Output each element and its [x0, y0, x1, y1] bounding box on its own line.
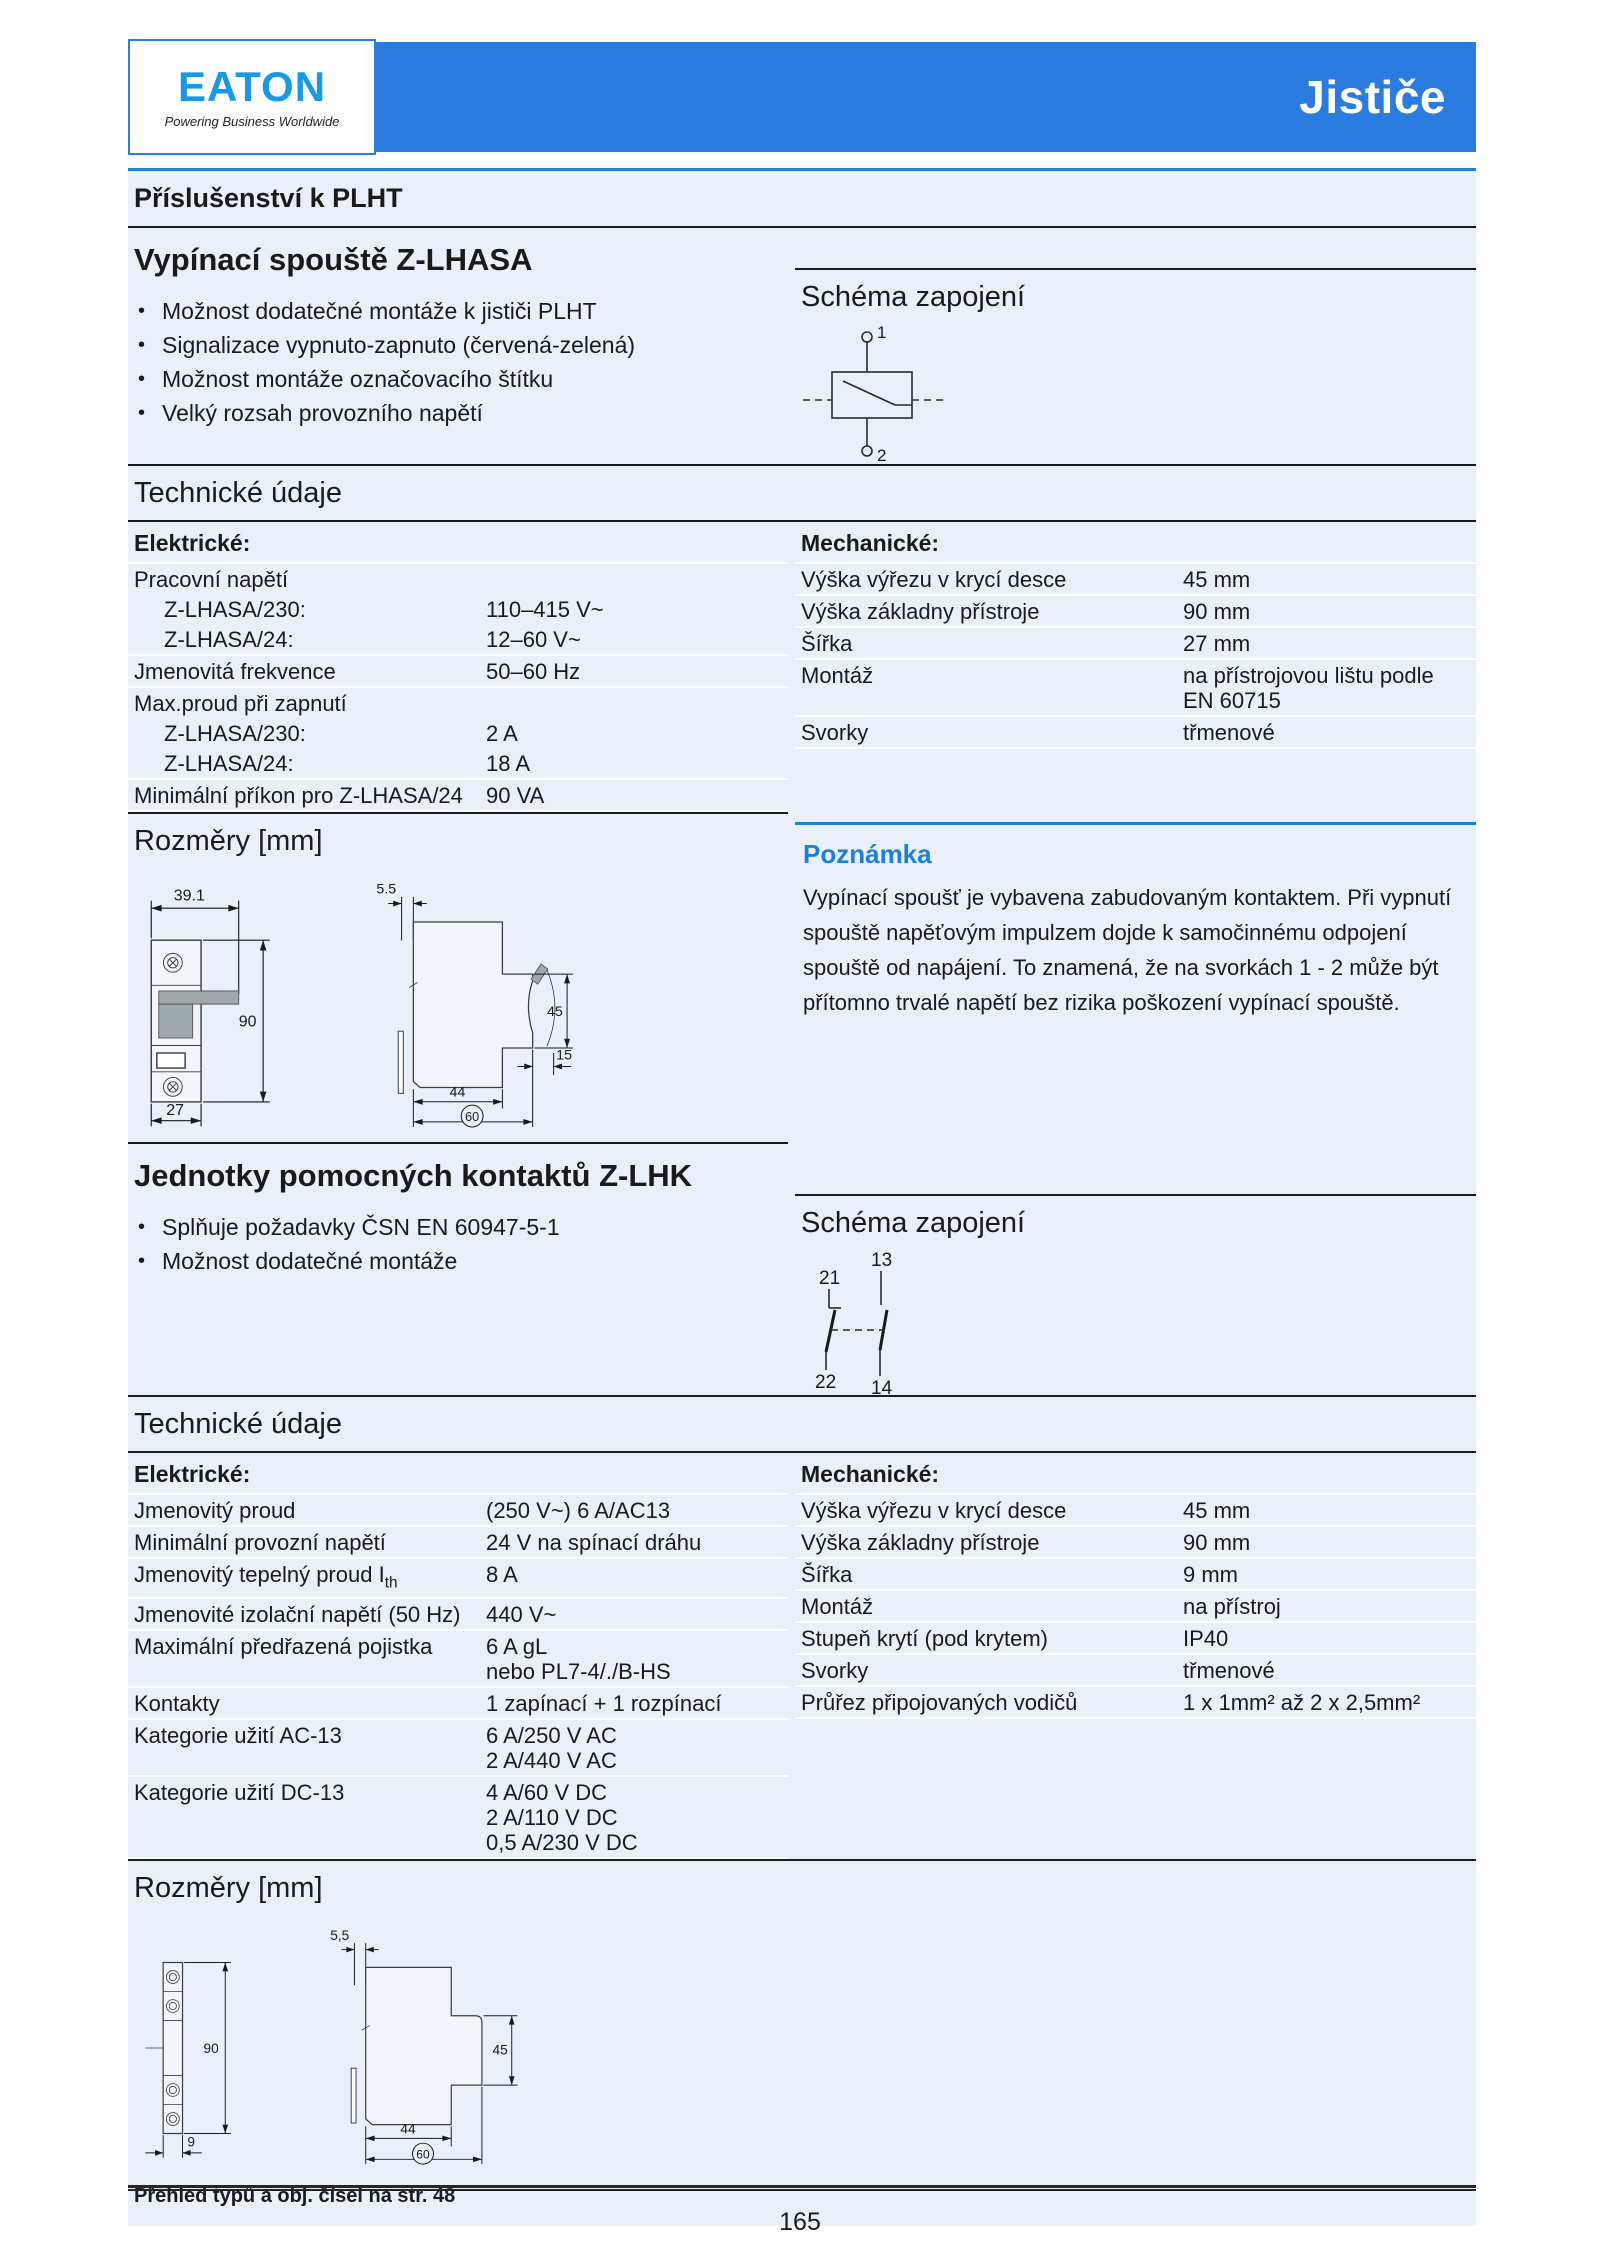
terminal-label: 1 — [877, 324, 887, 342]
dim-label: 5,5 — [330, 1928, 350, 1944]
spec-label: Kategorie užití DC-13 — [134, 1780, 345, 1806]
section2-specs-band — [128, 1453, 1476, 1859]
tech-heading-1: Technické údaje — [134, 477, 342, 509]
electrical-specs-table — [128, 524, 788, 812]
spec-label: Stupeň krytí (pod krytem) — [801, 1626, 1048, 1651]
terminal-label: 14 — [871, 1378, 893, 1395]
spec-value: na přístroj — [1183, 1594, 1281, 1619]
spec-label: Výška výřezu v krycí desce — [801, 1498, 1067, 1523]
spec-value: 24 V na spínací dráhu — [486, 1530, 702, 1555]
spec-value: 1 zapínací + 1 rozpínací — [486, 1691, 722, 1717]
spec-value: 18 A — [486, 751, 531, 776]
spec-label: Z-LHASA/24: — [164, 751, 294, 776]
spec-row — [128, 624, 788, 656]
section1-dimensions — [128, 812, 788, 1132]
spec-label: Z-LHASA/230: — [164, 597, 306, 622]
dim-label: 90 — [203, 2041, 219, 2057]
spec-label: Průřez připojovaných vodičů — [801, 1690, 1078, 1715]
spec-value: 27 mm — [1183, 631, 1251, 656]
divider — [128, 1395, 1476, 1397]
spec-row — [128, 564, 788, 594]
table-heading: Mechanické: — [795, 524, 1476, 564]
feature-bullet: • Velký rozsah provozního napětí — [138, 396, 788, 430]
chapter-banner — [374, 42, 1476, 152]
dims-heading-2: Rozměry [mm] — [134, 1872, 323, 1905]
feature-bullet: • Možnost dodatečné montáže — [138, 1244, 788, 1278]
divider — [128, 464, 1476, 466]
spec-value: 90 VA — [486, 783, 545, 808]
spec-value: 2 A — [486, 721, 518, 746]
dim-label: 9 — [187, 2134, 195, 2150]
note-title: Poznámka — [803, 839, 932, 869]
wiring-diagram-z-lhk — [795, 1250, 1055, 1395]
spec-row — [795, 1495, 1476, 1527]
dim-label: 27 — [166, 1102, 185, 1120]
dim-label: 90 — [238, 1013, 257, 1031]
table-body — [795, 564, 1476, 749]
section1-features — [128, 294, 788, 430]
spec-value: 6 A/250 V AC 2 A/440 V AC — [486, 1723, 617, 1774]
dim-label: 60 — [465, 1110, 480, 1125]
spec-row — [795, 1655, 1476, 1687]
chapter-title: Jističe — [1299, 71, 1446, 123]
section1-specs-band — [128, 522, 1476, 812]
spec-row — [128, 748, 788, 780]
spec-label: Výška základny přístroje — [801, 1530, 1040, 1555]
dims-heading-1: Rozměry [mm] — [134, 825, 323, 857]
section2-intro-band — [128, 1142, 1476, 1395]
spec-label: Montáž — [801, 663, 874, 688]
category-title: Příslušenství k PLHT — [134, 183, 403, 213]
spec-value: 12–60 V~ — [486, 627, 581, 652]
spec-value: 90 mm — [1183, 599, 1251, 624]
dim-label: 44 — [400, 2121, 416, 2137]
spec-value: 45 mm — [1183, 567, 1251, 592]
spec-row — [795, 564, 1476, 596]
eaton-logo-wordmark: EATON — [177, 62, 327, 110]
spec-value: (250 V~) 6 A/AC13 — [486, 1498, 671, 1523]
spec-label: Jmenovitý proud — [134, 1498, 296, 1523]
spec-row — [795, 628, 1476, 660]
section2-schema — [788, 1142, 1476, 1395]
terminal-label: 21 — [819, 1268, 841, 1289]
note-column — [788, 812, 1476, 1132]
spec-label: Kontakty — [134, 1691, 220, 1717]
spec-value: na přístrojovou lištu podle EN 60715 — [1183, 663, 1434, 713]
content-area — [128, 168, 1476, 2226]
divider — [128, 1859, 1476, 1861]
section1-intro — [128, 228, 788, 464]
spec-row — [795, 1559, 1476, 1591]
spec-row — [128, 1720, 788, 1777]
terminal-label: 13 — [871, 1250, 893, 1271]
spec-value — [486, 567, 788, 592]
spec-label: Šířka — [801, 1562, 853, 1587]
dim-label: 15 — [556, 1047, 573, 1064]
spec-label: Minimální příkon pro Z-LHASA/24 — [134, 783, 463, 808]
schema-heading: Schéma zapojení — [801, 281, 1026, 313]
spec-label: Svorky — [801, 1658, 869, 1683]
spec-value: 9 mm — [1183, 1562, 1238, 1587]
spec-value: 110–415 V~ — [486, 597, 604, 622]
spec-value: 1 x 1mm² až 2 x 2,5mm² — [1183, 1690, 1421, 1715]
spec-label: Z-LHASA/230: — [164, 721, 306, 746]
dim-label: 45 — [547, 1004, 563, 1021]
footer-note: Přehled typů a obj. čísel na str. 48 — [134, 2185, 456, 2208]
table-body — [128, 1495, 788, 1859]
spec-value: 6 A gL nebo PL7-4/./B-HS — [486, 1634, 671, 1685]
spec-value: 90 mm — [1183, 1530, 1251, 1555]
section2-features — [128, 1210, 788, 1278]
spec-label: Výška výřezu v krycí desce — [801, 567, 1067, 592]
dimension-drawing-front-z-lhasa — [138, 880, 298, 1132]
spec-row — [795, 1687, 1476, 1719]
spec-label: Šířka — [801, 631, 853, 656]
spec-label: Montáž — [801, 1594, 874, 1619]
spec-row — [795, 1623, 1476, 1655]
spec-label: Jmenovité izolační napětí (50 Hz) — [134, 1602, 461, 1628]
spec-row — [795, 1591, 1476, 1623]
divider — [128, 812, 788, 814]
mechanical-specs-table — [788, 524, 1476, 812]
spec-label: Pracovní napětí — [134, 567, 289, 592]
spec-value — [486, 691, 788, 716]
note-text: Vypínací spoušť je vybavena zabudovaným kontaktem. Při vypnutí spouště napěťovým impulzem dojde k samočinnému odpojení spouště od napájení. To znamená, že na svorkách 1 - 2 může být přítomno trvalé napětí bez rizika poškození vypínací spouště. — [803, 885, 1452, 1015]
table-heading: Elektrické: — [128, 524, 788, 564]
table-heading: Elektrické: — [128, 1455, 788, 1495]
dimension-drawing-front-z-lhk — [138, 1927, 248, 2169]
eaton-logo-tagline: Powering Business Worldwide — [164, 113, 340, 129]
end-divider — [128, 2185, 1476, 2191]
divider — [128, 1142, 788, 1144]
section2-title: Jednotky pomocných kontaktů Z-LHK — [134, 1158, 693, 1193]
spec-row — [128, 656, 788, 688]
spec-label: Jmenovitý tepelný proud $I_{th}$ — [134, 1562, 398, 1592]
electrical-specs-table — [128, 1455, 788, 1859]
spec-label: Z-LHASA/24: — [164, 627, 294, 652]
schema-heading: Schéma zapojení — [801, 1207, 1026, 1239]
accent-divider — [128, 168, 1476, 171]
spec-row — [128, 1599, 788, 1631]
terminal-label: 22 — [815, 1372, 837, 1393]
page-header — [128, 42, 1476, 152]
table-heading: Mechanické: — [795, 1455, 1476, 1495]
section1-dims-band — [128, 812, 1476, 1132]
divider — [795, 268, 1476, 270]
section1-intro-band — [128, 228, 1476, 464]
spec-value: 8 A — [486, 1562, 518, 1587]
spec-row — [128, 1777, 788, 1859]
spec-row — [128, 780, 788, 812]
eaton-logo — [128, 39, 376, 155]
table-body — [128, 564, 788, 812]
dimension-drawings-2 — [128, 1915, 1476, 2169]
spec-row — [128, 688, 788, 718]
dimension-drawing-side-z-lhasa — [358, 880, 588, 1132]
spec-row — [795, 717, 1476, 749]
spec-row — [128, 1559, 788, 1599]
spec-label: Svorky — [801, 720, 869, 745]
spec-value: 45 mm — [1183, 1498, 1251, 1523]
wiring-diagram-z-lhasa — [795, 324, 1055, 464]
spec-value: třmenové — [1183, 1658, 1275, 1683]
spec-row — [795, 596, 1476, 628]
feature-bullet: • Splňuje požadavky ČSN EN 60947-5-1 — [138, 1210, 788, 1244]
spec-row — [795, 660, 1476, 717]
dim-label: 60 — [416, 2147, 430, 2162]
dim-label: 44 — [449, 1084, 466, 1101]
note-box — [795, 822, 1476, 1020]
spec-row — [128, 594, 788, 624]
spec-label: Kategorie užití AC-13 — [134, 1723, 342, 1749]
spec-row — [128, 1527, 788, 1559]
table-body — [795, 1495, 1476, 1719]
spec-label: Výška základny přístroje — [801, 599, 1040, 624]
dimension-drawings-1 — [128, 868, 788, 1132]
spec-label: Maximální předřazená pojistka — [134, 1634, 433, 1660]
tech-heading-2: Technické údaje — [134, 1408, 342, 1440]
spec-row — [128, 718, 788, 748]
spec-row — [128, 1495, 788, 1527]
section2-dimensions — [128, 1859, 1476, 2169]
feature-bullet: • Signalizace vypnuto-zapnuto (červená-zelená) — [138, 328, 788, 362]
spec-value: 4 A/60 V DC 2 A/110 V DC 0,5 A/230 V DC — [486, 1780, 638, 1856]
dim-label: 45 — [492, 2042, 508, 2058]
spec-value: třmenové — [1183, 720, 1275, 745]
spec-label: Jmenovitá frekvence — [134, 659, 336, 684]
page-number: 165 — [779, 2208, 821, 2236]
spec-value: 440 V~ — [486, 1602, 557, 1628]
spec-row — [128, 1631, 788, 1688]
spec-label: Minimální provozní napětí — [134, 1530, 386, 1555]
dim-label: 5.5 — [376, 881, 397, 898]
mechanical-specs-table — [788, 1455, 1476, 1859]
section1-schema — [788, 228, 1476, 464]
spec-label: Max.proud při zapnutí — [134, 691, 347, 716]
spec-row — [795, 1527, 1476, 1559]
section1-title: Vypínací spouště Z-LHASA — [134, 242, 533, 277]
terminal-label: 2 — [877, 446, 887, 464]
feature-bullet: • Možnost montáže označovacího štítku — [138, 362, 788, 396]
dimension-drawing-side-z-lhk — [308, 1927, 538, 2169]
dim-label: 39.1 — [173, 887, 205, 905]
divider — [795, 1194, 1476, 1196]
spec-row — [128, 1688, 788, 1720]
spec-value: 50–60 Hz — [486, 659, 581, 684]
section2-intro — [128, 1142, 788, 1395]
spec-value: IP40 — [1183, 1626, 1229, 1651]
feature-bullet: • Možnost dodatečné montáže k jističi PLHT — [138, 294, 788, 328]
